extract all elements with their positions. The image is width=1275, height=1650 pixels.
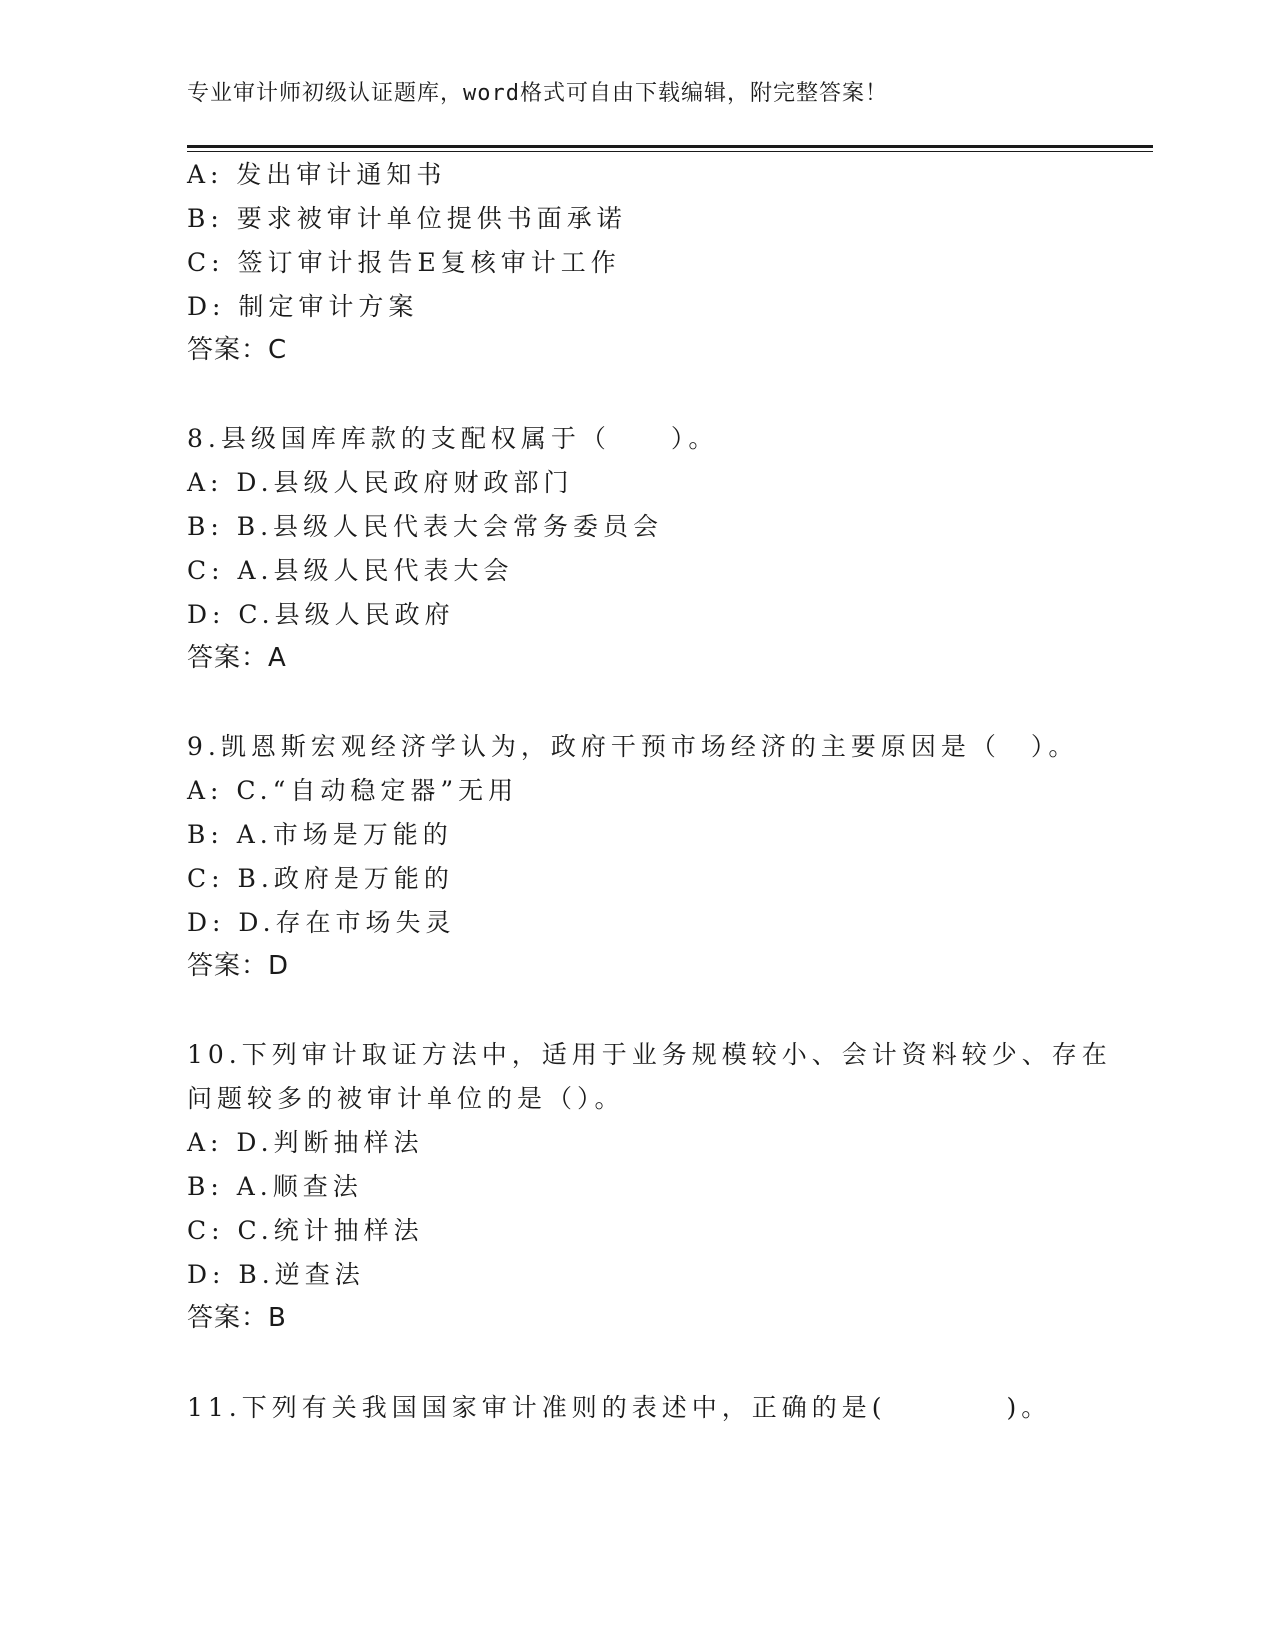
q10-option-d: D: B.逆查法 <box>187 1260 365 1289</box>
q8-option-c: C: A.县级人民代表大会 <box>187 556 514 585</box>
q9-stem: 9.凯恩斯宏观经济学认为，政府干预市场经济的主要原因是（ ）。 <box>187 732 1079 761</box>
q8-option-b: B: B.县级人民代表大会常务委员会 <box>187 512 664 541</box>
header-rule-thick <box>187 145 1153 148</box>
q8-answer: 答案：A <box>187 643 287 673</box>
q8-stem: 8.县级国库库款的支配权属于（ ）。 <box>187 424 719 453</box>
q10-option-c: C: C.统计抽样法 <box>187 1216 424 1245</box>
q7-option-b: B: 要求被审计单位提供书面承诺 <box>187 204 627 233</box>
q9-option-a: A: C.“自动稳定器”无用 <box>187 776 519 805</box>
q11-stem: 11.下列有关我国国家审计准则的表述中，正确的是( )。 <box>187 1393 1052 1422</box>
q7-answer: 答案：C <box>187 335 288 365</box>
q9-option-b: B: A.市场是万能的 <box>187 820 453 849</box>
page-header: 专业审计师初级认证题库，word格式可自由下载编辑，附完整答案！ <box>187 81 888 106</box>
q10-stem-line1: 10.下列审计取证方法中，适用于业务规模较小、会计资料较少、存在 <box>187 1040 1112 1069</box>
q10-stem-line2: 问题较多的被审计单位的是（）。 <box>187 1084 625 1113</box>
q7-option-c: C: 签订审计报告E复核审计工作 <box>187 248 621 277</box>
q7-option-d: D: 制定审计方案 <box>187 292 419 321</box>
q10-option-a: A: D.判断抽样法 <box>187 1128 424 1157</box>
q8-option-d: D: C.县级人民政府 <box>187 600 455 629</box>
q9-answer: 答案：D <box>187 951 290 981</box>
q8-option-a: A: D.县级人民政府财政部门 <box>187 468 574 497</box>
header-rule-thin <box>187 151 1153 152</box>
q7-option-a: A: 发出审计通知书 <box>187 160 447 189</box>
q10-option-b: B: A.顺查法 <box>187 1172 363 1201</box>
q10-answer: 答案：B <box>187 1303 287 1333</box>
q9-option-c: C: B.政府是万能的 <box>187 864 454 893</box>
q9-option-d: D: D.存在市场失灵 <box>187 908 456 937</box>
